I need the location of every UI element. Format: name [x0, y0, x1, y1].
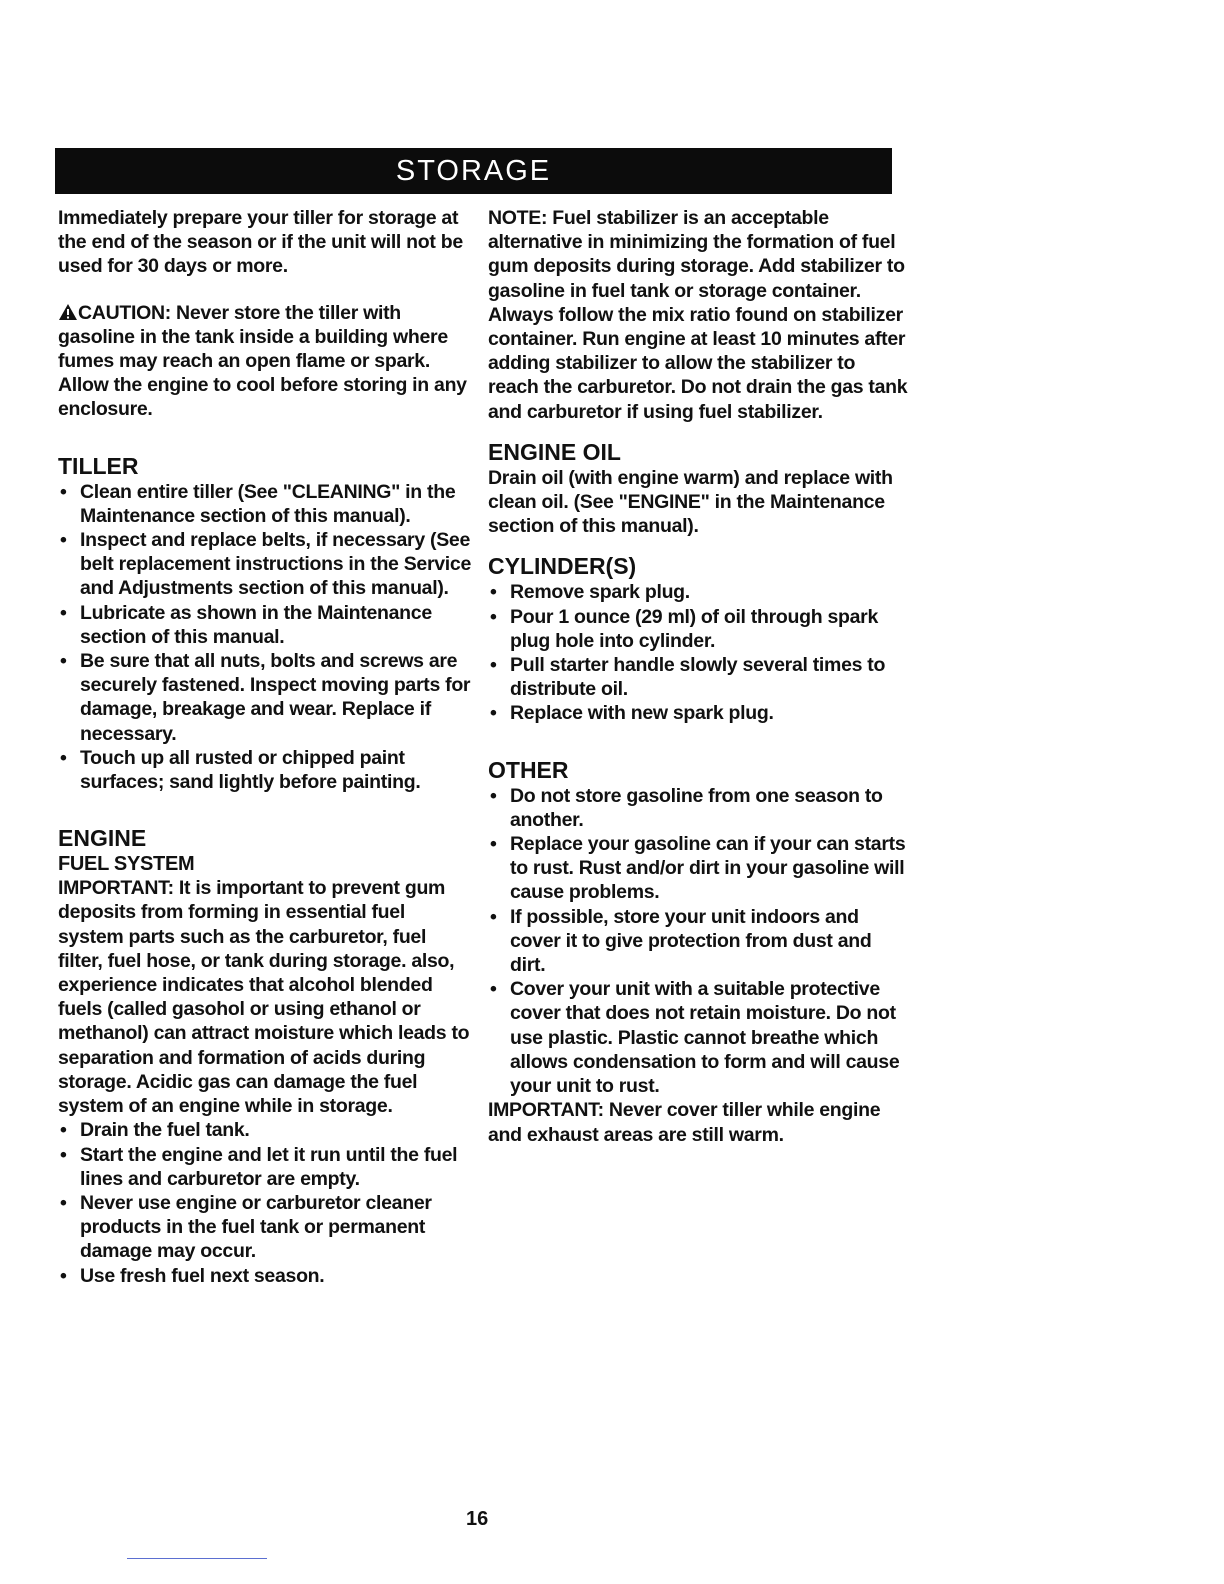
footer-rule — [127, 1558, 267, 1559]
note-text: Fuel stabilizer is an acceptable alternative in minimizing the formation of fuel gum deposits during storage. Add stabilizer to gasoline in fuel tank or storage container. Always follow the mix ratio found on stabilizer container. Run engine at least 10 minutes after adding stabilizer to allow the stabilizer to reach the carburetor. Do not drain the gas tank and carburetor if using fuel stabilizer. — [488, 207, 908, 423]
important-label: IMPORTANT: — [488, 1099, 604, 1122]
tiller-heading: TILLER — [58, 452, 139, 479]
note-paragraph — [488, 206, 908, 424]
list-item: • Start the engine and let it run until the fuel lines and carburetor are empty. — [60, 1143, 458, 1190]
cylinders-heading: CYLINDER(S) — [488, 553, 637, 580]
engine-oil-heading: ENGINE OIL — [488, 438, 621, 465]
section-title: STORAGE — [395, 155, 552, 187]
list-item: • Replace with new spark plug. — [490, 702, 774, 725]
fuel-system-subheading: FUEL SYSTEM — [58, 853, 195, 876]
list-item: • Never use engine or carburetor cleaner products in the fuel tank or permanent damage may occur. — [60, 1191, 432, 1263]
other-heading: OTHER — [488, 756, 569, 783]
list-item: • Use fresh fuel next season. — [60, 1264, 325, 1287]
list-item: • Be sure that all nuts, bolts and screws are securely fastened. Inspect moving parts for damage, breakage and wear. Replace if necessary. — [60, 650, 471, 745]
list-item: • Pull starter handle slowly several times to distribute oil. — [490, 654, 886, 701]
other-important-paragraph — [488, 1098, 908, 1146]
caution-text: Never store the tiller with gasoline in the tank inside a building where fumes may reach an open flame or spark. Allow the engine to cool before storing in any enclosure. — [58, 301, 467, 421]
page-number: 16 — [466, 1508, 489, 1530]
engine-oil-paragraph: Drain oil (with engine warm) and replace with clean oil. (See "ENGINE" in the Maintenance section of this manual). — [488, 466, 893, 538]
list-item: • Replace your gasoline can if your can starts to rust. Rust and/or dirt in your gasoline will cause problems. — [490, 833, 906, 904]
list-item: • Do not store gasoline from one season to another. — [490, 784, 883, 831]
list-item: • If possible, store your unit indoors and cover it to give protection from dust and dirt. — [490, 905, 872, 977]
list-item: • Cover your unit with a suitable protective cover that does not retain moisture. Do not use plastic. Plastic cannot breathe which allows condensation to form and will cause your unit to rust. — [490, 978, 900, 1098]
important-label: IMPORTANT: — [58, 877, 174, 900]
list-item: • Clean entire tiller (See "CLEANING" in the Maintenance section of this manual). — [60, 480, 456, 527]
caution-paragraph — [58, 301, 473, 422]
right-column — [488, 206, 908, 1147]
important-text: Never cover tiller while engine and exhaust areas are still warm. — [488, 1099, 881, 1146]
engine-heading: ENGINE — [58, 825, 147, 852]
list-item: • Inspect and replace belts, if necessary (See belt replacement instructions in the Service and Adjustments section of this manual). — [60, 529, 472, 600]
list-item: • Pour 1 ounce (29 ml) of oil through spark plug hole into cylinder. — [490, 605, 878, 652]
fuel-list — [58, 1118, 473, 1287]
cylinders-list — [488, 580, 908, 725]
intro-paragraph: Immediately prepare your tiller for storage at the end of the season or if the unit will not be used for 30 days or more. — [58, 207, 463, 278]
left-column — [58, 206, 473, 1288]
tiller-list — [58, 480, 473, 795]
other-list — [488, 784, 908, 1099]
warning-triangle-icon — [58, 303, 78, 321]
list-item: • Drain the fuel tank. — [60, 1119, 250, 1142]
list-item: • Remove spark plug. — [490, 581, 690, 604]
list-item: • Touch up all rusted or chipped paint surfaces; sand lightly before painting. — [60, 746, 421, 794]
caution-label: CAUTION: — [78, 301, 171, 324]
fuel-important-paragraph — [58, 876, 473, 1118]
list-item: • Lubricate as shown in the Maintenance section of this manual. — [60, 601, 432, 648]
section-banner — [55, 148, 892, 194]
note-label: NOTE: — [488, 207, 548, 229]
important-text: It is important to prevent gum deposits from forming in essential fuel system parts such as the carburetor, fuel filter, fuel hose, or tank during storage. also, experience indicates that alcohol blended fuels (called gasohol or using ethanol or methanol) can attract moisture which leads to separation and formation of acids during storage. Acidic gas can damage the fuel system of an engine while in storage. — [58, 877, 470, 1118]
